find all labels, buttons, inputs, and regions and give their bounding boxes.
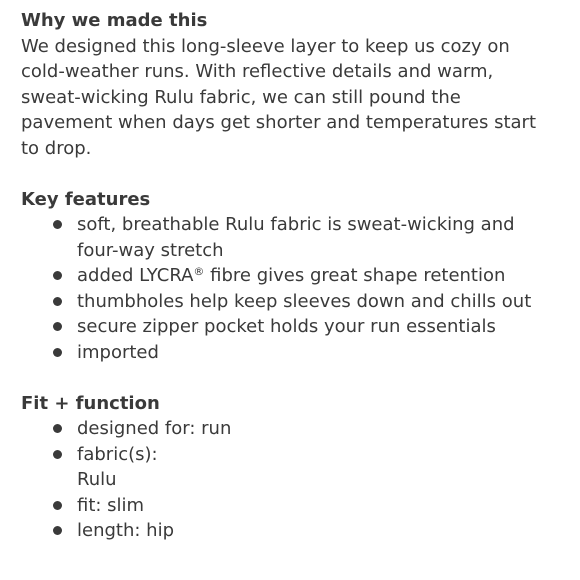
- list-item-text: soft, breathable Rulu fabric is sweat-wicking and four-way stretch: [77, 214, 515, 261]
- bullet-icon: [53, 424, 62, 433]
- list-item-text: added LYCRA: [77, 265, 194, 286]
- list-item-text: length: hip: [77, 520, 174, 541]
- list-item-text: designed for: run: [77, 418, 232, 439]
- bullet-icon: [53, 297, 62, 306]
- bullet-icon: [53, 501, 62, 510]
- fabric-value: Rulu: [77, 469, 117, 490]
- bullet-icon: [53, 348, 62, 357]
- list-item: [21, 493, 555, 519]
- registered-symbol: ®: [193, 265, 205, 278]
- bullet-icon: [53, 322, 62, 331]
- list-item: [21, 263, 555, 289]
- bullet-icon: [53, 526, 62, 535]
- list-item-text: secure zipper pocket holds your run essentials: [77, 316, 496, 337]
- bullet-icon: [53, 220, 62, 229]
- key-features-list: [21, 212, 569, 365]
- list-item-text: fit: slim: [77, 494, 145, 516]
- fit-function-heading: Fit + function: [21, 392, 160, 414]
- list-item: [21, 416, 555, 442]
- product-details: [21, 8, 569, 569]
- list-item-text: thumbholes help keep sleeves down and chills out: [77, 290, 532, 312]
- why-description: We designed this long-sleeve layer to keep us cozy on cold-weather runs. With reflective details and warm, sweat-wicking Rulu fabric, we can still pound the pavement when days get shorter and temperatures start to drop.: [21, 35, 537, 159]
- why-heading: Why we made this: [21, 10, 208, 31]
- list-item: [21, 518, 555, 544]
- list-item: [21, 340, 555, 366]
- list-item-text-rest: fibre gives great shape retention: [204, 265, 506, 286]
- fit-function-list: [21, 416, 569, 544]
- list-item: [21, 314, 555, 340]
- list-item: [21, 442, 555, 493]
- bullet-icon: [53, 450, 62, 459]
- list-item: [21, 289, 555, 315]
- list-item-text: imported: [77, 341, 159, 363]
- key-features-heading: Key features: [21, 188, 151, 210]
- list-item: [21, 212, 555, 263]
- list-item-text: fabric(s):: [77, 443, 158, 465]
- bullet-icon: [53, 271, 62, 280]
